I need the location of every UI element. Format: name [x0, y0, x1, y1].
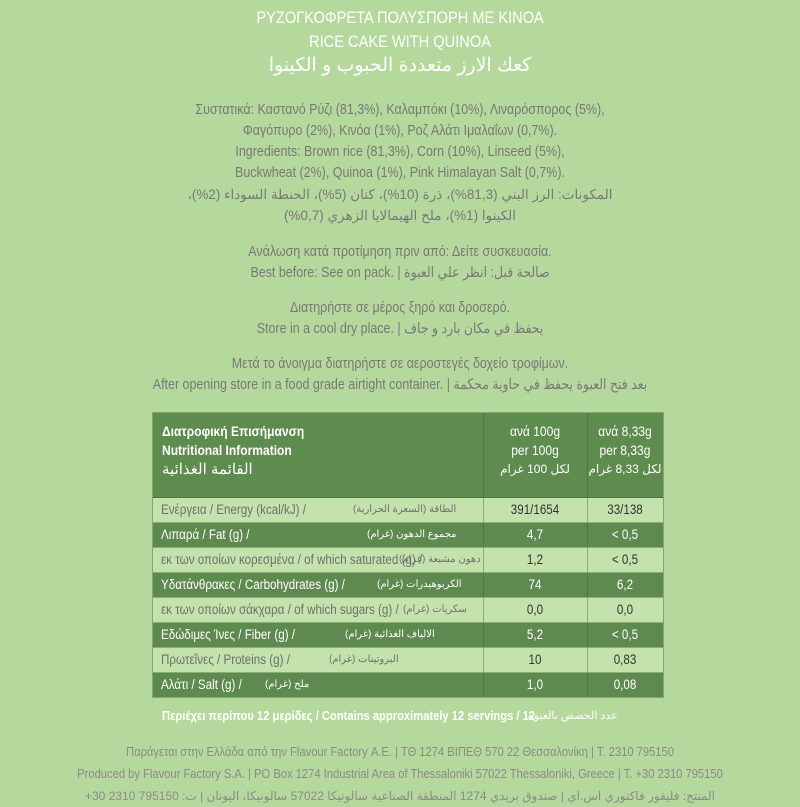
row-label: Λιπαρά / Fat (g) /	[161, 527, 250, 542]
column-per-100g-arabic: لكل 100 غرام	[500, 462, 570, 476]
after-opening-english-arabic: After opening store in a food grade airtight container. | بعد فتح العبوة يحفظ في حاوية محكمة	[152, 377, 648, 393]
value-per-serving: < 0,5	[611, 527, 639, 542]
title-arabic: كعك الارز متعددة الحبوب و الكينوا	[268, 55, 532, 76]
table-row	[153, 548, 663, 573]
row-label: Εδώδιμες Ίνες / Fiber (g) /	[161, 627, 296, 642]
after-opening-block	[0, 354, 800, 396]
value-per-serving: 0,83	[613, 652, 637, 667]
row-label-arabic: الطاقة (السعرة الحرارية)	[353, 504, 457, 515]
column-separator	[587, 623, 588, 647]
best-before-english-arabic: Best before: See on pack. | صالحة قبل: انظر علي العبوة	[250, 265, 550, 281]
value-per-100g: 5,2	[526, 627, 544, 642]
storage-english-arabic: Store in a cool dry place. | يحفظ في مكان بارد و جاف	[256, 321, 544, 337]
column-separator	[483, 523, 484, 547]
column-separator	[483, 623, 484, 647]
row-label: Υδατάνθρακες / Carbohydrates (g) /	[161, 577, 345, 592]
column-separator	[587, 573, 588, 597]
column-per-100g-english: per 100g	[511, 442, 559, 458]
value-per-100g: 1,0	[526, 677, 544, 692]
ingredients-arabic-2: الكينوا (1%)، ملح الهيمالايا الزهري (0,7%)	[283, 208, 517, 223]
column-separator	[483, 648, 484, 672]
value-per-serving: 0,0	[616, 602, 634, 617]
value-per-100g: 0,0	[526, 602, 544, 617]
column-per-serving-english: per 8,33g	[599, 442, 651, 458]
servings-note	[152, 705, 664, 727]
value-per-serving: 6,2	[616, 577, 634, 592]
servings-text: Περιέχει περίπου 12 μερίδες / Contains approximately 12 servings / 12	[162, 708, 536, 723]
table-row	[153, 648, 663, 673]
row-label: Ενέργεια / Energy (kcal/kJ) /	[161, 502, 306, 517]
ingredients-greek-2: Φαγόπυρο (2%), Κινόα (1%), Ροζ Αλάτι Ιμαλαΐων (0,7%).	[242, 123, 558, 139]
row-label: εκ των οποίων κορεσμένα / of which saturated (g) /	[161, 552, 423, 567]
title-english: RICE CAKE WITH QUINOA	[309, 32, 491, 51]
table-row	[153, 623, 663, 648]
column-separator	[483, 548, 484, 572]
nutrition-table	[152, 412, 664, 698]
nutrition-heading-greek: Διατροφική Επισήμανση	[162, 423, 305, 439]
best-before-block	[0, 242, 800, 284]
column-per-serving	[587, 422, 663, 479]
value-per-100g: 4,7	[526, 527, 544, 542]
producer-greek: Παράγεται στην Ελλάδα από την Flavour Factory Α.Ε. | ΤΘ 1274 ΒΙΠΕΘ 570 22 Θεσσαλονίκη | Τ. 2310 795150	[126, 744, 674, 759]
best-before-greek: Ανάλωση κατά προτίμηση πριν από: Δείτε συσκευασία.	[248, 244, 552, 260]
value-per-serving: < 0,5	[611, 552, 639, 567]
column-separator	[587, 548, 588, 572]
producer-footer	[0, 741, 800, 807]
column-separator	[587, 498, 588, 522]
column-separator	[483, 498, 484, 522]
row-label: εκ των οποίων σάκχαρα / of which sugars (g) /	[161, 602, 399, 617]
row-label: Αλάτι / Salt (g) /	[161, 677, 242, 692]
ingredients-arabic-1: المكونات: الرز البني (81,3%)، ذرة (10%)، كتان (5%)، الحنطة السوداء (2%)،	[187, 187, 613, 202]
table-row	[153, 673, 663, 697]
servings-text-arabic: عدد الحصص بالعبوة	[528, 710, 618, 722]
row-label-arabic: ملح (غرام)	[265, 679, 310, 690]
column-separator	[587, 673, 588, 697]
producer-arabic: المنتج: فليفور فاكتوري اس.اي | صندوق بريدي 1274 المنطقة الصناعية سالونيكا 57022 سالونيكا، اليونان | ت: 795150 2310 30+	[84, 789, 716, 803]
ingredients-english-2: Buckwheat (2%), Quinoa (1%), Pink Himalayan Salt (0,7%).	[235, 165, 565, 181]
value-per-100g: 391/1654	[510, 502, 560, 517]
value-per-serving: 33/138	[607, 502, 643, 517]
column-separator	[587, 648, 588, 672]
column-separator	[483, 673, 484, 697]
value-per-100g: 74	[528, 577, 542, 592]
row-label: Πρωτεΐνες / Proteins (g) /	[161, 652, 290, 667]
row-label-arabic: مجموع الدهون (غرام)	[367, 529, 457, 540]
column-per-100g-greek: ανά 100g	[509, 423, 561, 439]
column-separator	[587, 598, 588, 622]
product-title	[0, 6, 800, 78]
nutrition-heading	[162, 422, 327, 479]
column-per-100g	[483, 422, 587, 479]
value-per-serving: 0,08	[613, 677, 637, 692]
nutrition-table-header	[153, 413, 663, 498]
value-per-serving: < 0,5	[611, 627, 639, 642]
row-label-arabic: سكريات (غرام)	[403, 604, 467, 615]
storage-greek: Διατηρήστε σε μέρος ξηρό και δροσερό.	[289, 300, 511, 316]
storage-block	[0, 298, 800, 340]
ingredients-greek-1: Συστατικά: Καστανό Ρύζι (81,3%), Καλαμπόκι (10%), Λιναρόσπορος (5%),	[195, 102, 605, 118]
row-label-arabic: الكربوهيدرات (غرام)	[377, 579, 462, 590]
row-label-arabic: البروتينات (غرام)	[329, 654, 399, 665]
column-per-serving-greek: ανά 8,33g	[598, 423, 652, 439]
table-row	[153, 573, 663, 598]
table-row	[153, 498, 663, 523]
row-label-arabic: الالياف الغذائية (غرام)	[345, 629, 435, 640]
column-separator	[587, 523, 588, 547]
after-opening-greek: Μετά το άνοιγμα διατηρήστε σε αεροστεγές δοχείο τροφίμων.	[231, 356, 569, 372]
ingredients-english-1: Ingredients: Brown rice (81,3%), Corn (10%), Linseed (5%),	[235, 144, 565, 160]
table-row	[153, 523, 663, 548]
column-per-serving-arabic: لكل 8,33 غرام	[588, 462, 662, 476]
value-per-100g: 1,2	[526, 552, 544, 567]
nutrition-heading-english: Nutritional Information	[162, 442, 292, 458]
column-separator	[483, 598, 484, 622]
nutrition-heading-arabic: القائمة الغذائية	[162, 461, 253, 478]
table-row	[153, 598, 663, 623]
value-per-100g: 10	[528, 652, 542, 667]
ingredients-block	[0, 100, 800, 226]
row-label-arabic: دهون مشبعة (غرام)	[399, 554, 481, 565]
producer-english: Produced by Flavour Factory S.A. | PO Box 1274 Industrial Area of Thessaloniki 57022 Thessaloniki, Greece | T. +30 2310 795150	[77, 766, 723, 781]
title-greek: ΡΥΖΟΓΚΟΦΡΕΤΑ ΠΟΛΥΣΠΟΡΗ ΜΕ ΚΙΝΟΑ	[256, 8, 544, 27]
column-separator	[483, 573, 484, 597]
